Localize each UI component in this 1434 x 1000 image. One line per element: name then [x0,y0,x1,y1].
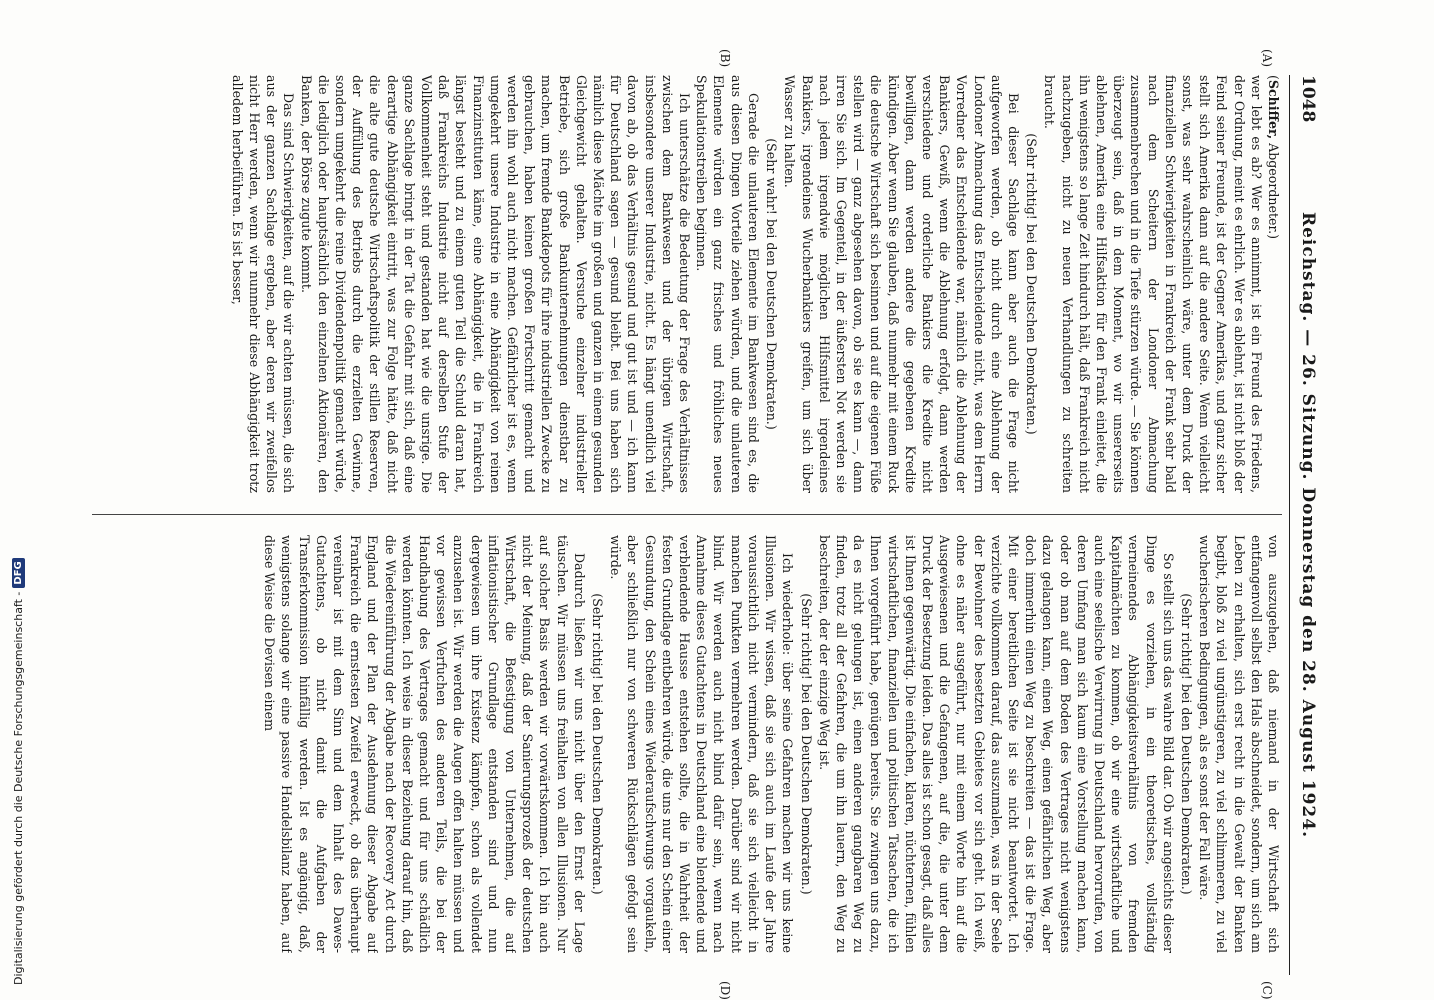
margin-marker-c: (C) [1260,981,1274,1000]
paragraph: Das sind Schwierigkeiten, auf die wir achten müssen, die sich aus der ganzen Sachlage ergeben, aber deren wir zweifellos nicht Herr werden, wenn wir nunmehr diese Abhängigkeit trotz alledem herbeiführen. Es ist besser, [229,75,297,493]
running-head: Reichstag. — 26. Sitzung. Donnerstag den 28. August 1924. [1298,211,1318,839]
dfg-logo: DFG [12,558,25,587]
paragraph: Ich unterschätze die Bedeutung der Frage des Verhältnisses zwischen dem Bankwesen und der übrigen Wirtschaft, insbesondere unserer Industrie, nicht. Es hängt unendlich viel davon ab, ob das Verhältnis gesund und gut ist und — ich kann für Deutschland sagen — gesund bleibt. Bei uns haben sich nämlich diese Mächte im großen und ganzen in einem gesunden Gleichgewicht gehalten. Versuche einzelner industrieller Betriebe, sich große Bankunternehmungen dienstbar zu machen, um fremde Bankdepots für ihre industriellen Zwecke zu gebrauchen, haben keinen großen Fortschritt gemacht und werden ihn wohl auch nicht machen. Gefährlicher ist es, wenn umgekehrt unsere Industrie in eine Abhängigkeit von reinen Finanzinstituten käme, eine Abhängigkeit, die in Frankreich längst besteht und zu einem guten Teil die Schuld daran hat, daß Frankreichs Industrie nicht auf derselben Stufe der Vollkommenheit steht und gestanden hat wie die unsrige. Die ganze Sachlage bringt in der Tat die Gefahr mit sich, daß eine derartige Abhängigkeit eintritt, was zur Folge hätte, daß nicht die alte gute deutsche Wirtschaftspolitik der stillen Reserven, der Auffüllung des Betriebs durch die erzielten Gewinne, sondern umgekehrt die reine Dividendenpolitik gemacht würde, die lediglich oder hauptsächlich den einzelnen Aktionären, den Banken, der Börse zugute kommt. [298,75,693,493]
page-number: 1048 [1298,75,1318,123]
margin-marker-b: (B) [718,49,732,68]
paragraph: wer lebt es ab? Wer es annimmt, ist ein Freund des Friedens, der Ordnung, meint es ehrlich. Wer es ablehnt, ist nicht bloß der Feind seiner Freunde, ist der Gegner Amerikas, und ganz sicher stellt sich Amerika dann auf die andere Seite. Wenn vielleicht sonst, was sehr wahrscheinlich wäre, unter dem Druck der finanziellen Schwierigkeiten in Frankreich der Frank sehr bald nach dem Scheitern der Londoner Abmachung zusammenbrechen und in die Tiefe stürzen würde. — Sie können überzeugt sein, daß in dem Moment, wo wir unsererseits ablehnen, Amerika eine Hilfsaktion für den Frank einleitet, die ihn wenigstens so lange Zeit hindurch hält, daß Frankreich nicht nachzugeben, nicht zu neuen Verhandlungen zu schreiten braucht. [1042,75,1264,493]
speaker-line: (Schiffer, Abgeordneter.) [1266,75,1281,240]
applause-note: (Sehr richtig! bei den Deutschen Demokraten.) [1178,593,1194,895]
paragraph: Dadurch ließen wir uns nicht über den Ernst der Lage täuschen. Wir müssen uns freihalten von allen Illusionen. Nur auf solcher Basis werden wir vorwärtskommen. Ich bin auch nicht der Meinung, daß der Sanierungsprozeß der deutschen Wirtschaft, die Befestigung von Unternehmen, die auf inflationistischer Grundlage entstanden sind und nun dergewiesen um ihre Existenz kämpfen, schon als vollendet anzusehen ist. Wir werden die Augen offen halten müssen und vor gewissen Verfuchen des anderen Teils, die bei der Handhabung des Vertrages gemacht und für uns schädlich werden könnten. Ich weise in dieser Beziehung darauf hin, daß die Wiedereinführung der Abgabe nach der Recovery Act durch England und der Plan der Ausdehnung dieser Abgabe auf Frankreich die ernstesten Zweifel erweckt, ob das überhaupt vereinbar ist mit dem Sinn und dem Inhalt des Dawes-Gutachtens, ob nicht damit die Aufgaben der Transferkommission hinfällig werden. Ist es angängig, daß, wenigstens solange wir eine passive Handelsbilanz haben, auf diese Weise die Devisen einem [262,535,587,953]
right-column [92,535,1282,953]
column-divider [92,514,1282,515]
paragraph: Gerade die unlauteren Elemente im Bankwesen sind es, die aus diesen Dingen Vorteile ziehen würden, und die unlauteren Elemente würden ein ganz frisches und fröhliches neues Spekulationstreiben beginnen. [694,75,761,493]
page-header [1286,75,1320,975]
speaker-name: Schiffer, [1266,79,1281,140]
applause-note: (Sehr richtig! bei den Deutschen Demokraten.) [1024,133,1040,435]
paragraph: Bei dieser Sachlage kann aber auch die Frage nicht aufgeworfen werden, ob nicht durch eine Ablehnung der Londoner Abmachung das Entscheidende nicht, was dem Herrn Vorredner das Entscheidende war, nämlich die Ablehnung der Bankiers, Gewiß, wenn die Ablehnung erfolgt, dann werden verschiedene und orderliche Bankiers die Kredite nicht bewilligen, dann werden andere die gegebenen Kredite kündigen. Aber wenn Sie glauben, daß nunmehr mit einem Ruck die deutsche Wirtschaft sich besinnen und auf die eigenen Füße stellen wird — ganz abgesehen davon, ob sie es kann —, dann irren Sie sich. Im Gegenteil, in der äußersten Not werden sie nach jedem irgendwie möglichen Hilfsmittel irgendeines Bankiers, irgendeines Wucherbankiers greifen, um sich über Wasser zu halten. [782,75,1021,493]
applause-note: (Sehr wahr! bei den Deutschen Demokraten.) [764,138,780,430]
margin-marker-a: (A) [1260,49,1274,68]
digitization-credit [8,40,28,985]
speaker-role: Abgeordneter [1266,143,1281,231]
applause-note: (Sehr richtig! bei den Deutschen Demokraten.) [590,593,606,895]
paragraph: Ich wiederhole: über seine Gefahren machen wir uns keine Illusionen. Wir wissen, daß sie sich auch im Laufe der Jahre voraussichtlich nicht vermindern, daß sie sich vielleicht in manchen Punkten vermehren werden. Darüber sind wir nicht blind. Wir werden auch nicht blind dafür sein, wenn nach Annahme dieses Gutachtens in Deutschland eine blendende und verblendende Hausse entstehen sollte, die in Wahrheit der festen Grundlage entbehren würde, die uns nur den Schein einer Gesundung, den Schein eines Wiederaufschwungs vorgaukeln, aber schließlich nur von schweren Rückschlägen gefolgt sein würde. [608,535,796,953]
rotated-document-page [70,49,1320,1000]
paragraph: von auszugehen, daß niemand in der Wirtschaft sich entfangenvoll selbst den Hals abschneidet, sondern, um sich am Leben zu erhalten, sich erst recht in die Gewalt der Banken begibt, bloß zu viel ungünstigeren, zu viel schlimmeren, zu viel wucherischeren Bedingungen, als es sonst der Fall wäre. [1197,535,1281,953]
left-column [92,75,1282,493]
margin-marker-d: (D) [718,981,732,1000]
digitization-note-text: Digitalisierung gefördert durch die Deutsche Forschungsgemeinschaft - [11,591,25,985]
applause-note: (Sehr richtig! bei den Deutschen Demokraten.) [798,593,814,895]
header-rule [1289,75,1290,975]
paragraph: So stellt sich uns das wahre Bild dar. Ob wir angesichts dieser Dinge es vorziehen, in ein theoretisches, vollständig verneinendes Abhängigkeitsverhältnis von fremden Kapitalmächten zu kommen, ob wir eine wirtschaftliche und auch eine seelische Verwirrung in Deutschland hervorrufen, von deren Umfang man sich kaum eine Vorstellung machen kann, oder ob man auf dem Boden des Vertrages nicht wenigstens dazu gelangen kann, einen Weg, einen gefährlichen Weg, aber doch immerhin einen Weg zu beschreiten — das ist die Frage. Mit einer bereitlichen Seite ist sie nicht beantwortet. Ich verzichte vollkommen darauf, das auszumalen, was in der Seele der Bewohner des besetzten Gebietes vor sich geht. Ich weiß, ohne es näher ausgeführt, nur mit einem Worte hin auf die Ausgewiesenen und die Gefangenen, auf die, die unter dem Druck der Besetzung leiden. Das alles ist schon gesagt, daß alles ist Ihnen gegenwärtig. Die einfachen, klaren, nüchternen, fühlen wirtschaftlichen, finanziellen und politischen Tatsachen, die ich Ihnen vorgeführt habe, genügen bereits. Sie zwingen uns dazu, da es nicht gelungen ist, einen anderen gangbaren Weg zu finden, trotz all der Gefahren, die um ihn lauern, den Weg zu beschreiten, der der einzige Weg ist. [816,535,1176,953]
